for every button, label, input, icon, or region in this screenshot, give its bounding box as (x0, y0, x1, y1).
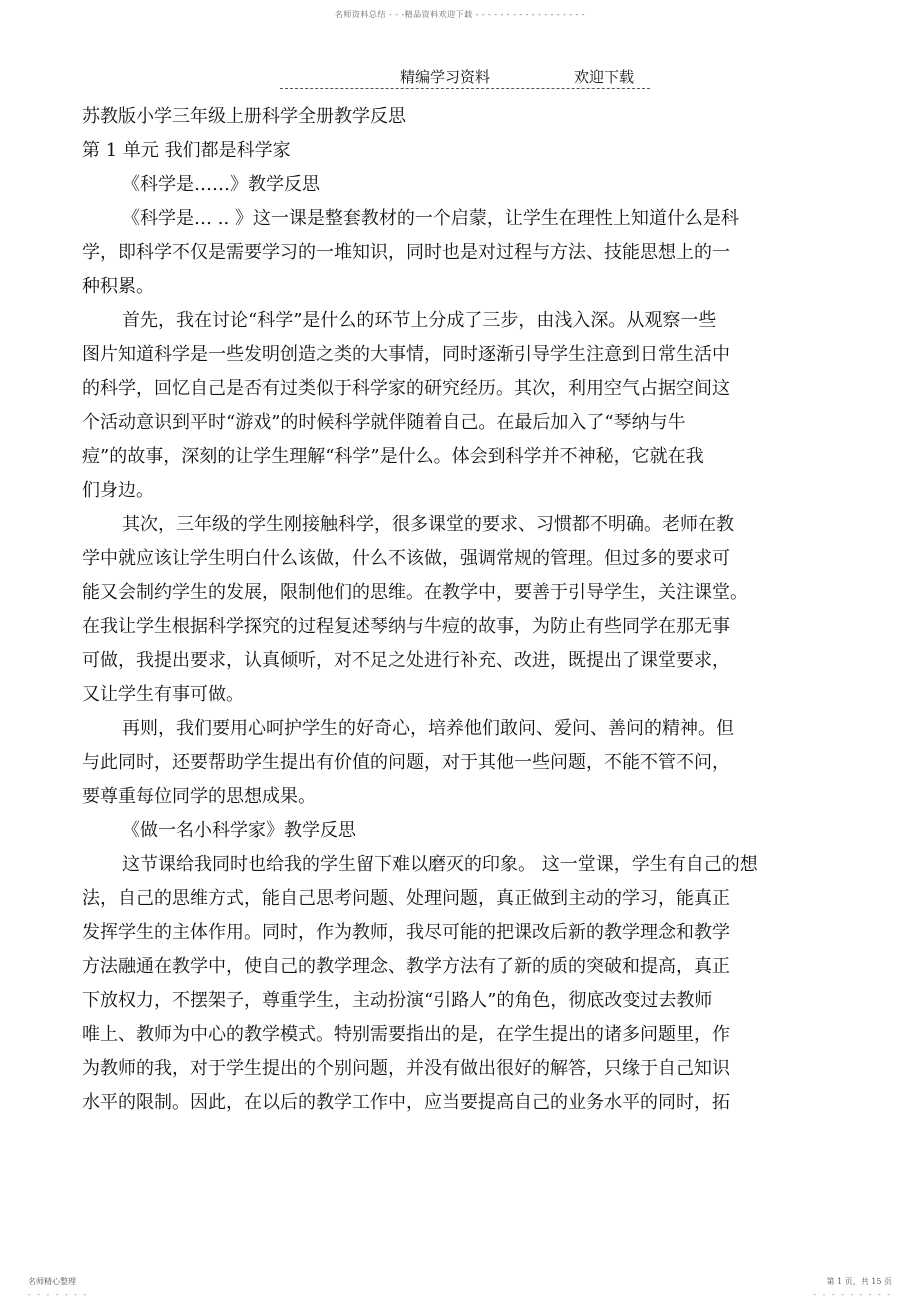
text-line: 与此同时，还要帮助学生提出有价值的问题，对于其他一些问题，不能不管不问， (82, 752, 730, 773)
text-line: 们身边。 (82, 480, 154, 501)
footer-left-dashes: - - - - - - - (28, 1290, 89, 1299)
text-line: 《科学是… .. 》这一课是整套教材的一个启蒙，让学生在理性上知道什么是科 (122, 208, 739, 229)
text-line: 《做一名小科学家》教学反思 (122, 820, 356, 841)
header-left-label: 精编学习资料 (400, 68, 491, 86)
text-line: 种积累。 (82, 276, 154, 297)
text-line: 的科学，回忆自己是否有过类似于科学家的研究经历。其次，利用空气占据空间这 (82, 378, 730, 399)
text-line: 又让学生有事可做。 (82, 684, 244, 705)
text-line: 苏教版小学三年级上册科学全册教学反思 (82, 106, 406, 127)
text-line: 为教师的我，对于学生提出的个别问题，并没有做出很好的解答，只缘于自己知识 (82, 1058, 730, 1079)
page-number: 第 1 页，共 15 页 (826, 1277, 892, 1286)
text-line: 发挥学生的主体作用。同时，作为教师，我尽可能的把课改后新的教学理念和教学 (82, 922, 730, 943)
text-line: 首先，我在讨论“科学”是什么的环节上分成了三步，由浅入深。从观察一些 (122, 310, 717, 331)
text-line: 图片知道科学是一些发明创造之类的大事情，同时逐渐引导学生注意到日常生活中 (82, 344, 730, 365)
text-line: 再则，我们要用心呵护学生的好奇心，培养他们敢问、爱问、善问的精神。但 (122, 718, 734, 739)
text-line: 唯上、教师为中心的教学模式。特别需要指出的是，在学生提出的诸多问题里，作 (82, 1024, 730, 1045)
text-line: 水平的限制。因此，在以后的教学工作中，应当要提高自己的业务水平的同时，拓 (82, 1092, 730, 1113)
text-line: 能又会制约学生的发展，限制他们的思维。在教学中，要善于引导学生，关注课堂。 (82, 582, 748, 603)
text-line: 个活动意识到平时“游戏”的时候科学就伴随着自己。在最后加入了“琴纳与牛 (82, 412, 686, 433)
text-line: 痘”的故事，深刻的让学生理解“科学”是什么。体会到科学并不神秘，它就在我 (82, 446, 704, 467)
document-body (82, 100, 842, 1120)
text-line: 在我让学生根据科学探究的过程复述琴纳与牛痘的故事，为防止有些同学在那无事 (82, 616, 730, 637)
text-line: 法，自己的思维方式，能自己思考问题、处理问题，真正做到主动的学习，能真正 (82, 888, 730, 909)
top-watermark-note: 名师资料总结 - - -精品资料欢迎下载 - - - - - - - - - - - - - - - - - - (334, 10, 586, 19)
footer-right-dashes: - - - - - - - - - (813, 1290, 892, 1299)
text-line: 学，即科学不仅是需要学习的一堆知识，同时也是对过程与方法、技能思想上的一 (82, 242, 730, 263)
text-line: 学中就应该让学生明白什么该做，什么不该做，强调常规的管理。但过多的要求可 (82, 548, 730, 569)
text-line: 可做，我提出要求，认真倾听，对不足之处进行补充、改进，既提出了课堂要求， (82, 650, 730, 671)
text-line: 下放权力，不摆架子，尊重学生，主动扮演“引路人”的角色，彻底改变过去教师 (82, 990, 713, 1011)
text-line: 方法融通在教学中，使自己的教学理念、教学方法有了新的质的突破和提高，真正 (82, 956, 730, 977)
header-right-label: 欢迎下载 (574, 68, 635, 86)
text-line: 其次，三年级的学生刚接触科学，很多课堂的要求、习惯都不明确。老师在教 (122, 514, 734, 535)
text-line: 第 1 单元 我们都是科学家 (82, 140, 291, 161)
text-line: 要尊重每位同学的思想成果。 (82, 786, 316, 807)
text-line: 《科学是……》教学反思 (122, 174, 320, 195)
footer-left-note: 名师精心整理 (28, 1277, 76, 1286)
text-line: 这节课给我同时也给我的学生留下难以磨灭的印象。 这一堂课，学生有自己的想 (122, 854, 758, 875)
